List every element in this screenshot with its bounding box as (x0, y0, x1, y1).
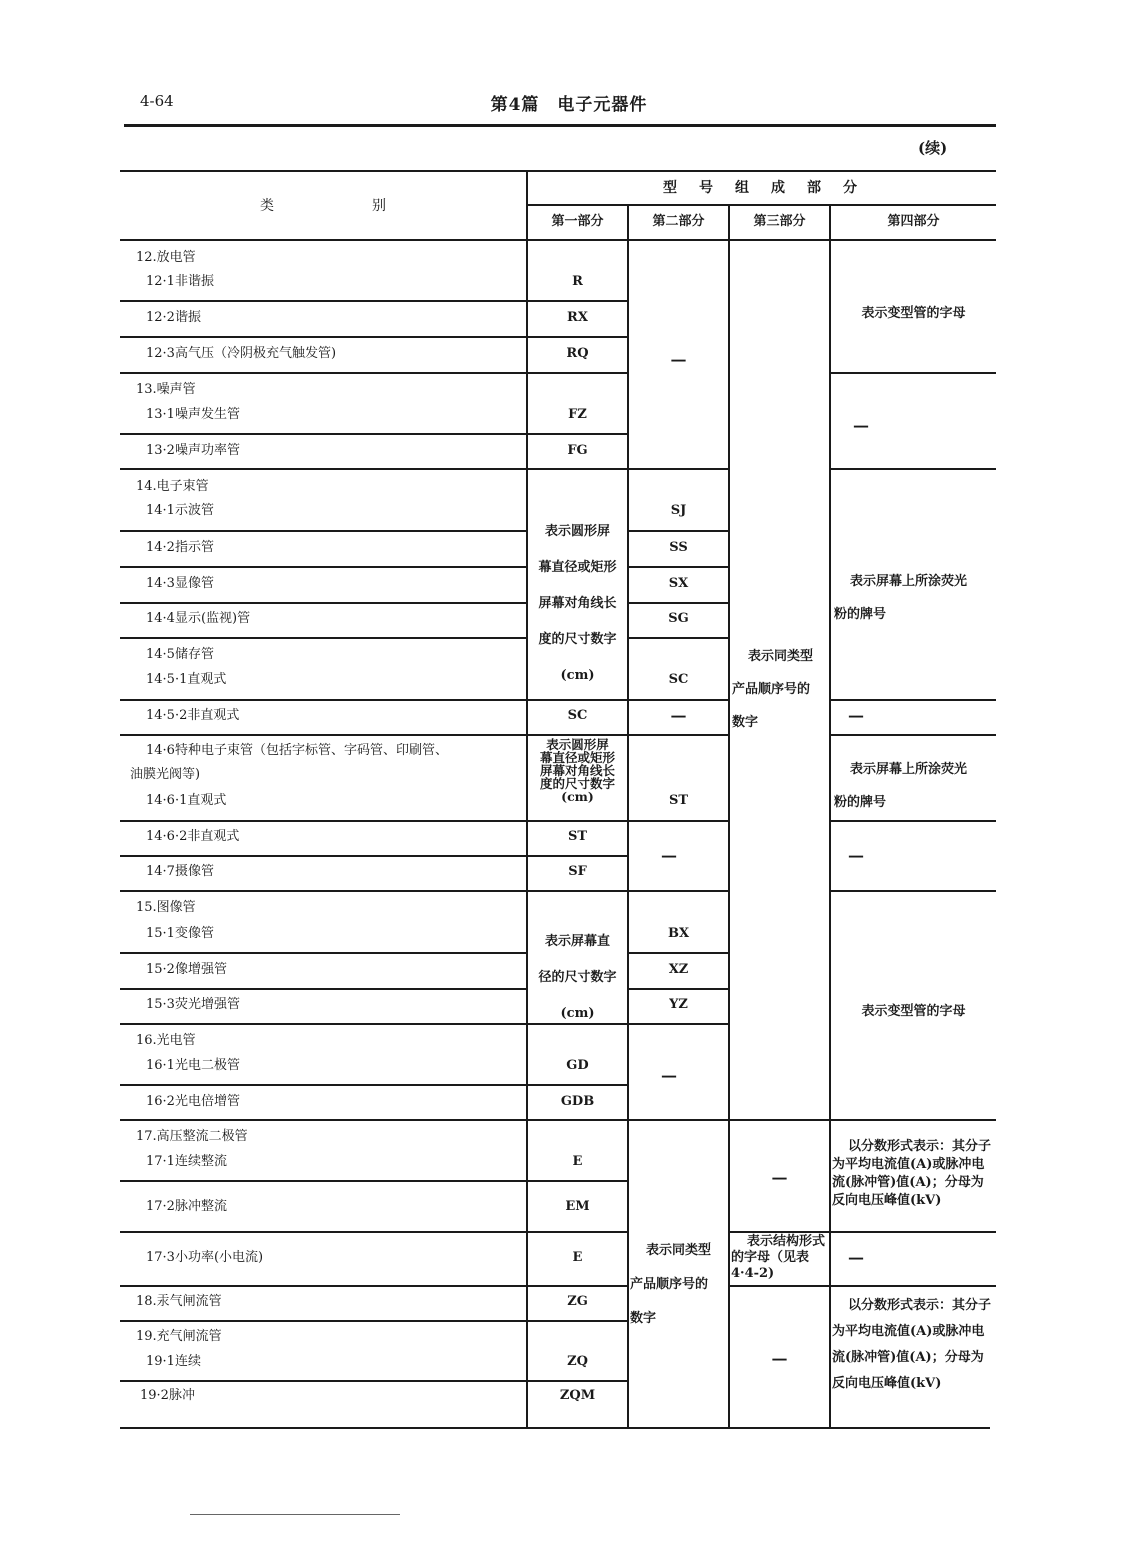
row-label: 16·1光电二极管 (146, 1058, 240, 1073)
row-separator (120, 530, 526, 532)
row-separator (120, 602, 526, 604)
row-label: 油膜光阀等) (130, 767, 201, 782)
row-code-p2: SG (668, 611, 689, 626)
merged-p1-size-15-line1: 表示屏幕直 (544, 934, 610, 949)
merged-p2-sequence-17-line2: 产品顺序号的 (630, 1277, 709, 1292)
merged-p1-size-14-line4: 度的尺寸数字 (538, 632, 617, 647)
row-label: 14·6特种电子束管（包括字标管、字码管、印刷管、 (146, 743, 448, 758)
row-separator (120, 1320, 628, 1322)
merged-p2-dash-16: — (661, 1066, 677, 1085)
row-separator (120, 1084, 628, 1086)
col-divider-3 (728, 204, 730, 1427)
row-label: 19·1连续 (146, 1354, 201, 1369)
row-separator (830, 820, 996, 822)
row-separator (628, 637, 728, 639)
row-label: 14·6·2非直观式 (146, 829, 240, 844)
row-label: 17·1连续整流 (146, 1154, 227, 1169)
row-separator (120, 1119, 728, 1121)
row-label: 12·2谐振 (146, 310, 201, 325)
row-label: 14.电子束管 (136, 479, 209, 494)
header-part1: 第一部分 (551, 214, 604, 229)
row-code-p1: R (572, 274, 583, 289)
merged-p1-size-15-line2: 径的尺寸数字 (538, 970, 617, 985)
row-separator (628, 988, 728, 990)
row-code-p4: — (848, 706, 864, 725)
merged-p3-sequence-line3: 数字 (732, 715, 759, 730)
merged-p2-sequence-17-line1: 表示同类型 (646, 1243, 712, 1258)
row-separator (120, 433, 628, 435)
table-top-rule (120, 170, 996, 172)
row-code-p1: SF (568, 864, 587, 879)
row-separator (830, 699, 996, 701)
merged-p1-size-14-6-line5: (cm) (561, 789, 594, 804)
merged-p2-sequence-17 (630, 1234, 711, 1336)
continued-label: (续) (918, 139, 948, 157)
merged-p1-size-15 (528, 924, 627, 1032)
row-label: 14·5储存管 (146, 647, 214, 662)
row-separator (628, 530, 728, 532)
row-code-p1: SC (567, 708, 588, 723)
row-separator (728, 1285, 829, 1287)
row-separator (628, 602, 728, 604)
row-label: 16.光电管 (136, 1033, 196, 1048)
row-code-p2: BX (667, 926, 690, 941)
merged-p1-size-14-6-line4: 度的尺寸数字 (539, 776, 615, 791)
row-separator (830, 734, 996, 736)
row-label: 15·2像增强管 (146, 962, 227, 977)
row-separator (120, 890, 728, 892)
row-label: 14·4显示(监视)管 (146, 611, 251, 626)
merged-p1-size-14-line2: 幕直径或矩形 (538, 560, 617, 575)
row-code-p1: ZG (567, 1294, 588, 1309)
row-separator (628, 820, 728, 822)
row-separator (120, 637, 526, 639)
row-code-p2: SX (668, 576, 689, 591)
header-rule (124, 124, 996, 127)
row-code-p1: EM (565, 1199, 590, 1214)
row-code-p1: GDB (560, 1094, 595, 1109)
merged-p3-sequence-line1: 表示同类型 (748, 649, 814, 664)
row-label: 14·5·2非直观式 (146, 708, 240, 723)
row-separator (830, 372, 996, 374)
merged-p3-structure-17-3: 表示结构形式的字母（见表4·4-2) (731, 1234, 826, 1281)
row-code-p2: SJ (670, 503, 687, 518)
merged-p3-dash-18: — (771, 1349, 788, 1368)
row-label: 17·3小功率(小电流) (146, 1250, 264, 1265)
row-separator (628, 699, 728, 701)
row-separator (120, 988, 526, 990)
row-code-p1: E (572, 1154, 583, 1169)
merged-p3-dash-17: — (771, 1168, 788, 1187)
row-label: 15·1变像管 (146, 926, 214, 941)
merged-p4-variant-15: 表示变型管的字母 (861, 1004, 966, 1019)
row-label: 15.图像管 (136, 900, 196, 915)
col-divider-4 (829, 204, 831, 1427)
merged-p1-size-14-6-line1: 表示圆形屏 (546, 737, 609, 752)
scan-rule-bottom (190, 1514, 400, 1515)
merged-p2-sequence-17-line3: 数字 (630, 1311, 657, 1326)
row-code-p1: ZQ (567, 1354, 588, 1369)
row-separator (120, 1023, 728, 1025)
col-divider-2 (627, 204, 629, 1427)
row-separator (120, 952, 526, 954)
merged-p1-size-14-line5: (cm) (560, 668, 595, 683)
row-separator (120, 566, 526, 568)
row-separator (830, 468, 996, 470)
merged-p4-fraction-18: 以分数形式表示：其分子为平均电流值(A)或脉冲电流(脉冲管)值(A)；分母为反向电压峰值(kV) (832, 1298, 992, 1391)
row-separator (628, 566, 728, 568)
merged-p1-size-14-6-line2: 幕直径或矩形 (539, 750, 615, 765)
merged-p4-fraction-17: 以分数形式表示：其分子为平均电流值(A)或脉冲电流(脉冲管)值(A)；分母为反向电压峰值(kV) (832, 1139, 992, 1208)
row-separator (828, 1231, 996, 1233)
row-label: 19.充气闸流管 (136, 1329, 222, 1344)
page-number: 4-64 (140, 92, 174, 110)
merged-p4-phosphor-14-6-line1: 表示屏幕上所涂荧光 (850, 762, 968, 777)
header-bottom-rule (120, 239, 996, 241)
row-label: 17.高压整流二极管 (136, 1129, 248, 1144)
merged-p4-phosphor-14-6-line2: 粉的牌号 (834, 795, 887, 810)
merged-p4-dash-14-6-2: — (848, 846, 864, 865)
row-code-p1: FZ (568, 407, 587, 422)
merged-p1-size-14-line3: 屏幕对角线长 (538, 596, 617, 611)
row-label: 17·2脉冲整流 (146, 1199, 227, 1214)
row-code-p2: SS (669, 540, 688, 555)
row-separator (120, 336, 628, 338)
header-part4: 第四部分 (887, 214, 940, 229)
row-separator (120, 468, 628, 470)
row-label: 14·1示波管 (146, 503, 214, 518)
row-label: 12·1非谐振 (146, 274, 214, 289)
row-label: 14·3显像管 (146, 576, 214, 591)
row-separator (120, 1380, 628, 1382)
row-separator (628, 468, 728, 470)
row-separator (120, 1231, 628, 1233)
merged-p3-sequence-line2: 产品顺序号的 (732, 682, 811, 697)
merged-p4-dash-13: — (853, 416, 869, 435)
row-label: 14·7摄像管 (146, 864, 214, 879)
row-label: 18.汞气闸流管 (136, 1294, 222, 1309)
row-separator (120, 820, 628, 822)
merged-p2-dash-12: — (670, 350, 687, 369)
merged-p4-phosphor-14-line2: 粉的牌号 (834, 607, 887, 622)
merged-p1-size-14-6 (528, 738, 627, 803)
row-separator (628, 952, 728, 954)
row-separator (120, 372, 628, 374)
row-code-p1: ZQM (559, 1388, 596, 1403)
row-separator (830, 1285, 996, 1287)
row-code-p2: SC (668, 672, 689, 687)
row-label: 12.放电管 (136, 250, 196, 265)
row-label: 19·2脉冲 (140, 1388, 195, 1403)
row-label: 14·6·1直观式 (146, 793, 227, 808)
row-label: 13·1噪声发生管 (146, 407, 240, 422)
row-label: 14·2指示管 (146, 540, 214, 555)
row-separator (830, 890, 996, 892)
merged-p2-dash-14-6-2: — (661, 846, 677, 865)
row-separator (628, 734, 728, 736)
merged-p3-sequence (732, 640, 813, 739)
row-label: 12·3高气压（冷阴极充气触发管) (146, 346, 337, 361)
row-label: 16·2光电倍增管 (146, 1094, 240, 1109)
row-code-p2: YZ (669, 997, 688, 1012)
merged-p1-size-14-6-line3: 屏幕对角线长 (539, 763, 615, 778)
row-code-p2: XZ (668, 962, 689, 977)
merged-p4-phosphor-14-6 (834, 753, 967, 819)
header-category: 类 别 (260, 198, 386, 214)
header-group: 型 号 组 成 部 分 (663, 180, 861, 196)
row-label: 13.噪声管 (136, 382, 196, 397)
header-part2: 第二部分 (652, 214, 705, 229)
row-code-p2: — (670, 706, 687, 725)
row-code-p1: RX (567, 310, 588, 325)
merged-p1-size-15-line3: (cm) (560, 1006, 595, 1021)
row-separator (120, 1285, 628, 1287)
merged-p4-phosphor-14-line1: 表示屏幕上所涂荧光 (850, 574, 968, 589)
row-label: 14·5·1直观式 (146, 672, 227, 687)
merged-p1-size-14 (528, 514, 627, 694)
row-code-p1: GD (566, 1058, 589, 1073)
row-label: 15·3荧光增强管 (146, 997, 240, 1012)
row-code-p1: FG (567, 443, 588, 458)
merged-p4-variant-12: 表示变型管的字母 (861, 306, 966, 321)
row-code-p4: — (848, 1248, 864, 1267)
row-separator (120, 855, 628, 857)
row-code-p1: E (572, 1250, 583, 1265)
merged-p4-phosphor-14 (834, 565, 967, 631)
merged-p1-size-14-line1: 表示圆形屏 (544, 524, 610, 539)
part-title: 第4篇 电子元器件 (490, 95, 648, 115)
group-header-rule (527, 204, 996, 206)
row-separator (120, 1180, 628, 1182)
row-separator (120, 300, 628, 302)
row-code-p1: ST (567, 829, 588, 844)
row-code-p1: RQ (566, 346, 589, 361)
row-code-p2: ST (668, 793, 689, 808)
table-bottom-rule (120, 1427, 990, 1429)
header-part3: 第三部分 (753, 214, 806, 229)
row-label: 13·2噪声功率管 (146, 443, 240, 458)
row-separator (728, 1119, 996, 1121)
